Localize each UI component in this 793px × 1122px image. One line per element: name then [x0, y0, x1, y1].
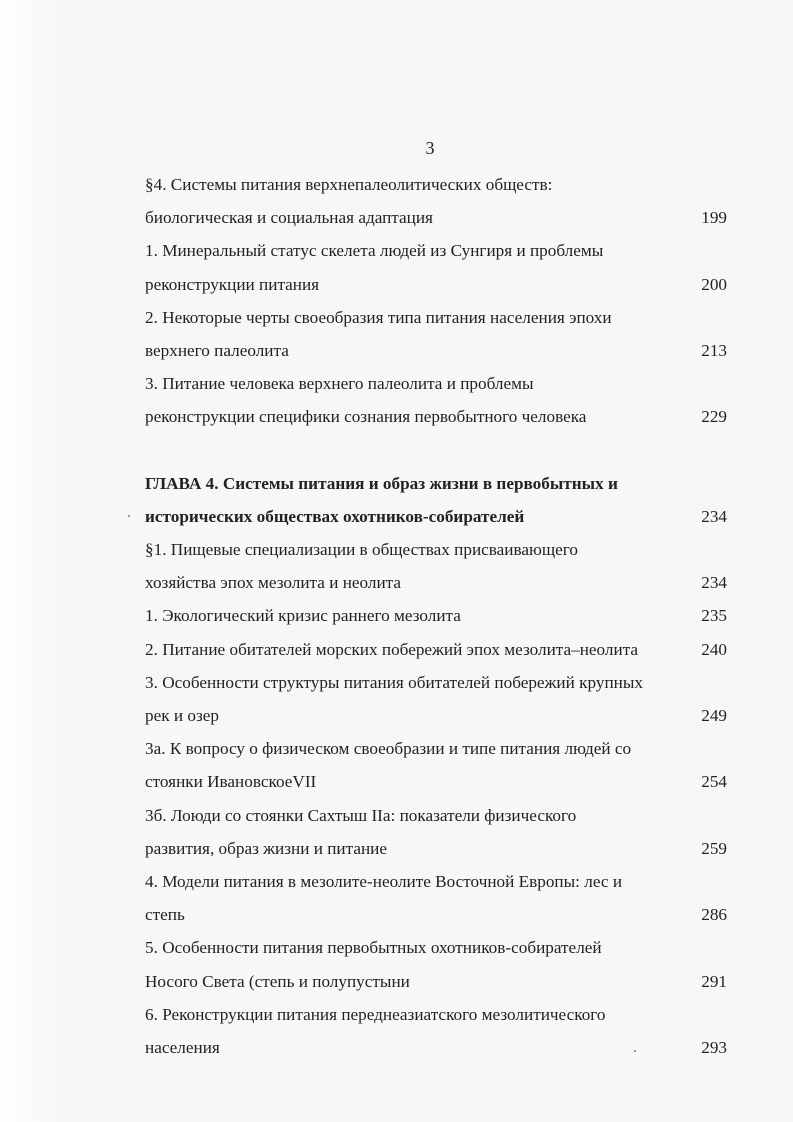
toc-entry-text: развития, образ жизни и питание: [145, 838, 388, 858]
toc-line: [145, 898, 727, 931]
toc-line: [145, 301, 727, 334]
toc-line: [145, 633, 727, 666]
toc-entry-text: 1. Экологический кризис раннего мезолита: [145, 606, 461, 626]
table-of-contents: [145, 168, 727, 1064]
toc-line: [145, 799, 727, 832]
page-number: 3: [425, 138, 435, 158]
toc-entry-text: §4. Системы питания верхнепалеолитических обществ:: [145, 175, 553, 194]
toc-line: [145, 666, 727, 699]
toc-line: [145, 533, 727, 566]
toc-entry-text: Носого Света (степь и полупустыни: [145, 971, 410, 991]
toc-entry-page: 254: [701, 772, 727, 792]
scan-speck: [634, 1050, 636, 1052]
toc-line: [145, 201, 727, 234]
toc-entry-text: биологическая и социальная адаптация: [145, 208, 433, 228]
toc-line: [145, 400, 727, 433]
toc-entry-text: стоянки ИвановскоеVII: [145, 772, 317, 792]
toc-line: [145, 699, 727, 732]
toc-line: [145, 732, 727, 765]
toc-entry-text: 3. Питание человека верхнего палеолита и проблемы: [145, 374, 534, 394]
toc-line: [145, 998, 727, 1031]
toc-line: [145, 334, 727, 367]
toc-entry-text: степь: [145, 905, 185, 925]
toc-entry-text: хозяйства эпох мезолита и неолита: [145, 573, 402, 593]
toc-entry-page: 235: [701, 606, 727, 626]
toc-entry-text: 3а. К вопросу о физическом своеобразии и типе питания людей со: [145, 739, 632, 759]
chapter-spacer: [145, 434, 727, 467]
toc-entry-text: 4. Модели питания в мезолите-неолите Восточной Европы: лес и: [145, 871, 623, 891]
scan-speck: [128, 515, 130, 517]
toc-chapter-line: [145, 467, 727, 500]
toc-line: [145, 268, 727, 301]
toc-entry-page: 229: [701, 407, 727, 427]
toc-chapter-line: [145, 500, 727, 533]
toc-entry-text: реконструкции специфики сознания первобытного человека: [145, 407, 587, 427]
toc-line: [145, 599, 727, 632]
toc-entry-page: 286: [701, 905, 727, 925]
toc-entry-text: 3б. Лоюди со стоянки Сахтыш IIа: показатели физического: [145, 805, 577, 825]
toc-line: [145, 367, 727, 400]
toc-entry-text: 1. Минеральный статус скелета людей из Сунгиря и проблемы: [145, 241, 604, 261]
scan-edge-shade: [0, 0, 60, 1122]
toc-entry-text: верхнего палеолита: [145, 340, 289, 360]
toc-entry-text: рек и озер: [145, 706, 219, 725]
toc-entry-page: 199: [701, 208, 727, 228]
toc-entry-page: 234: [701, 573, 727, 593]
toc-line: [145, 566, 727, 599]
toc-entry-page: 234: [701, 506, 727, 526]
toc-entry-page: 249: [701, 706, 727, 725]
toc-entry-text: 5. Особенности питания первобытных охотников-собирателей: [145, 938, 602, 958]
toc-line: [145, 1031, 727, 1064]
toc-entry-text: 2. Некоторые черты своеобразия типа питания населения эпохи: [145, 307, 612, 327]
toc-entry-page: 291: [701, 971, 727, 991]
toc-line: [145, 168, 727, 201]
toc-entry-text: §1. Пищевые специализации в обществах присваивающего: [145, 540, 578, 560]
toc-line: [145, 865, 727, 898]
toc-entry-page: 213: [701, 340, 727, 360]
toc-line: [145, 234, 727, 267]
toc-line: [145, 765, 727, 798]
toc-line: [145, 965, 727, 998]
toc-entry-page: 240: [701, 639, 727, 659]
toc-entry-text: реконструкции питания: [145, 274, 320, 294]
toc-chapter-text: ГЛАВА 4. Системы питания и образ жизни в первобытных и: [145, 473, 618, 493]
toc-entry-text: населения: [145, 1037, 220, 1057]
toc-line: [145, 931, 727, 964]
toc-line: [145, 832, 727, 865]
toc-entry-page: 200: [701, 274, 727, 294]
toc-entry-page: 259: [701, 838, 727, 858]
toc-entry-text: 6. Реконструкции питания переднеазиатского мезолитического: [145, 1004, 606, 1024]
toc-chapter-text: исторических обществах охотников-собирателей: [145, 506, 525, 526]
toc-entry-text: 2. Питание обитателей морских побережий эпох мезолита–неолита: [145, 639, 639, 659]
toc-entry-page: 293: [701, 1037, 727, 1057]
toc-entry-text: 3. Особенности структуры питания обитателей побережий крупных: [145, 672, 643, 692]
